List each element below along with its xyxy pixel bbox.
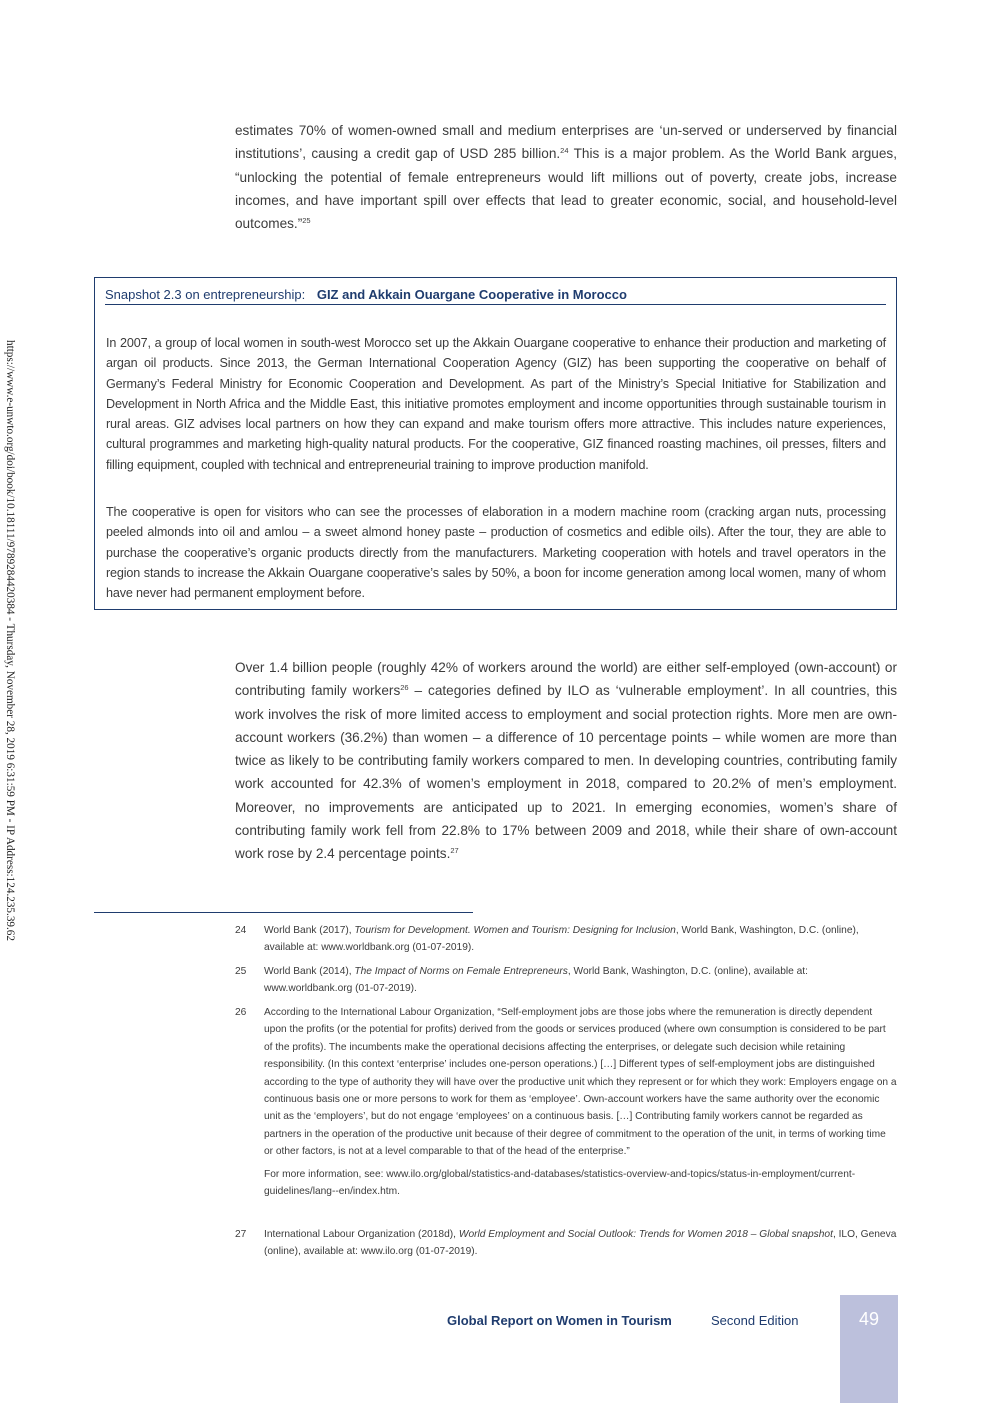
snapshot-heading <box>105 287 886 305</box>
snapshot-box <box>94 277 897 610</box>
snapshot-title: GIZ and Akkain Ouargane Cooperative in Morocco <box>316 287 627 302</box>
footnote-more-info: For more information, see: www.ilo.org/global/statistics-and-databases/statistics-overview-and-topics/status-in-employment/current-guidelines/lang--en/index.htm. <box>264 1168 856 1198</box>
footnote-ref-25[interactable]: 25 <box>302 216 311 226</box>
page-number: 49 <box>858 1309 880 1329</box>
body-paragraph: Over 1.4 billion people (roughly 42% of workers around the world) are either self-employed (own-account) or contributing family workers$^{26}$ – categories defined by ILO as ‘vulnerable employment’. In all countries, this work involves the risk of more limited access to employment and social protection rights. More men are own-account workers (36.2%) than women – a difference of 10 percentage points – while women are more than twice as likely to be contributing family workers compared to men. In developing countries, contributing family work accounted for 42.3% of women’s employment in 2018, compared to 20.2% of men’s employment. Moreover, no improvements are anticipated up to 2021. In emerging economies, women’s share of contributing family work fell from 22.8% to 17% between 2009 and 2018, while their share of own-account work rose by 2.4 percentage points.$^{27}$ <box>235 660 897 862</box>
footer-report-title: Global Report on Women in Tourism <box>447 1313 672 1328</box>
footnote-text: World Bank (2014), The Impact of Norms on Female Entrepreneurs, World Bank, Washington, D.C. (online), available at: www.worldbank.org (01-07-2019). <box>264 966 808 995</box>
footnote-27 <box>235 1226 897 1261</box>
intro-paragraph: estimates 70% of women-owned small and medium enterprises are ‘un-served or underserved by financial institutions’, causing a credit gap of USD 285 billion.$^{24}$ This is a major problem. As the World Bank argues, “unlocking the potential of female entrepreneurs would lift millions out of poverty, create jobs, increase incomes, and have important spill over effects that lead to greater economic, social, and household-level outcomes.”$^{25}$ <box>235 123 897 232</box>
footnote-24 <box>235 922 897 957</box>
footnote-26 <box>235 1004 897 1200</box>
snapshot-label: Snapshot 2.3 on entrepreneurship: <box>105 287 306 302</box>
footnote-number: 26 <box>235 1007 247 1018</box>
side-url-text: https://www.e-unwto.org/doi/book/10.18111/9789284420384 - Thursday, November 28, 2019 6:31:59 PM - IP Address:124.235.39.62 <box>4 340 16 941</box>
snapshot-paragraph-2: The cooperative is open for visitors who can see the processes of elaboration in a modern machine room (cracking argan nuts, processing peeled almonds into oil and amlou – a sweet almond honey paste – production of cosmetics and edible oils). After the tour, they are able to purchase the cooperative’s organic products directly from the manufacturers. Marketing cooperation with hotels and travel operators in the region stands to increase the Akkain Ouargane cooperative’s sales by 50%, a boon for income generation among local women, many of whom have never had permanent employment before. <box>106 505 886 601</box>
footnote-number: 27 <box>235 1229 247 1240</box>
footer-edition: Second Edition <box>711 1313 799 1328</box>
snapshot-paragraph-1: In 2007, a group of local women in south-west Morocco set up the Akkain Ouargane cooperative to enhance their production and marketing of argan oil products. Since 2013, the German International Cooperation Agency (GIZ) has been supporting the cooperative on behalf of Germany’s Federal Ministry for Economic Cooperation and Development. As part of the Ministry’s Special Initiative for Stabilization and Development in North Africa and the Middle East, this initiative promotes employment and income opportunities through sustainable tourism in rural areas. GIZ advises local partners on how they can expand and make tourism offers more attractive. This includes nature experiences, cultural programmes and marketing high-quality natural products. For the cooperative, GIZ financed roasting machines, oil presses, filters and filling equipment, coupled with technical and entrepreneurial training to improve production manifold. <box>106 336 886 472</box>
page-number-tab <box>840 1295 898 1403</box>
footnote-number: 25 <box>235 966 247 977</box>
footnote-ref-24[interactable]: 24 <box>560 146 569 156</box>
footnote-ref-26[interactable]: 26 <box>400 683 409 693</box>
footnote-text: World Bank (2017), Tourism for Development. Women and Tourism: Designing for Inclusion, World Bank, Washington, D.C. (online), available at: www.worldbank.org (01-07-2019). <box>264 925 859 954</box>
footnote-ref-27[interactable]: 27 <box>450 846 459 856</box>
footnote-text: According to the International Labour Organization, “Self-employment jobs are those jobs where the remuneration is directly dependent upon the profits (or the potential for profits) derived from the goods or services produced (where own consumption is considered to be part of the profits). The incumbents make the operational decisions affecting the enterprises, or delegate such decision while retaining responsibility. (In this context ‘enterprise’ includes one-person operations.) […] Different types of self-employment jobs are distinguished according to the type of authority they will have over the productive unit which they represent or for which they work: Employers engage on a continuous basis one or more persons to work for them as ‘employee’. Own-account workers have the same authority over the economic unit as the ‘employers’, but do not engage ‘employees’ on a continuous basis. […] Contributing family workers cannot be regarded as partners in the operation of the productive unit because of their degree of commitment to the operation of the unit, in terms of working time or other factors, is not at a level comparable to that of the head of the enterprise.” <box>264 1007 897 1158</box>
side-access-stamp <box>0 340 18 1060</box>
footnote-number: 24 <box>235 925 247 936</box>
footnote-divider <box>94 912 473 913</box>
footnote-25 <box>235 963 897 998</box>
footnote-text: International Labour Organization (2018d), World Employment and Social Outlook: Trends for Women 2018 – Global snapshot, ILO, Geneva (online), available at: www.ilo.org (01-07-2019). <box>264 1229 897 1258</box>
